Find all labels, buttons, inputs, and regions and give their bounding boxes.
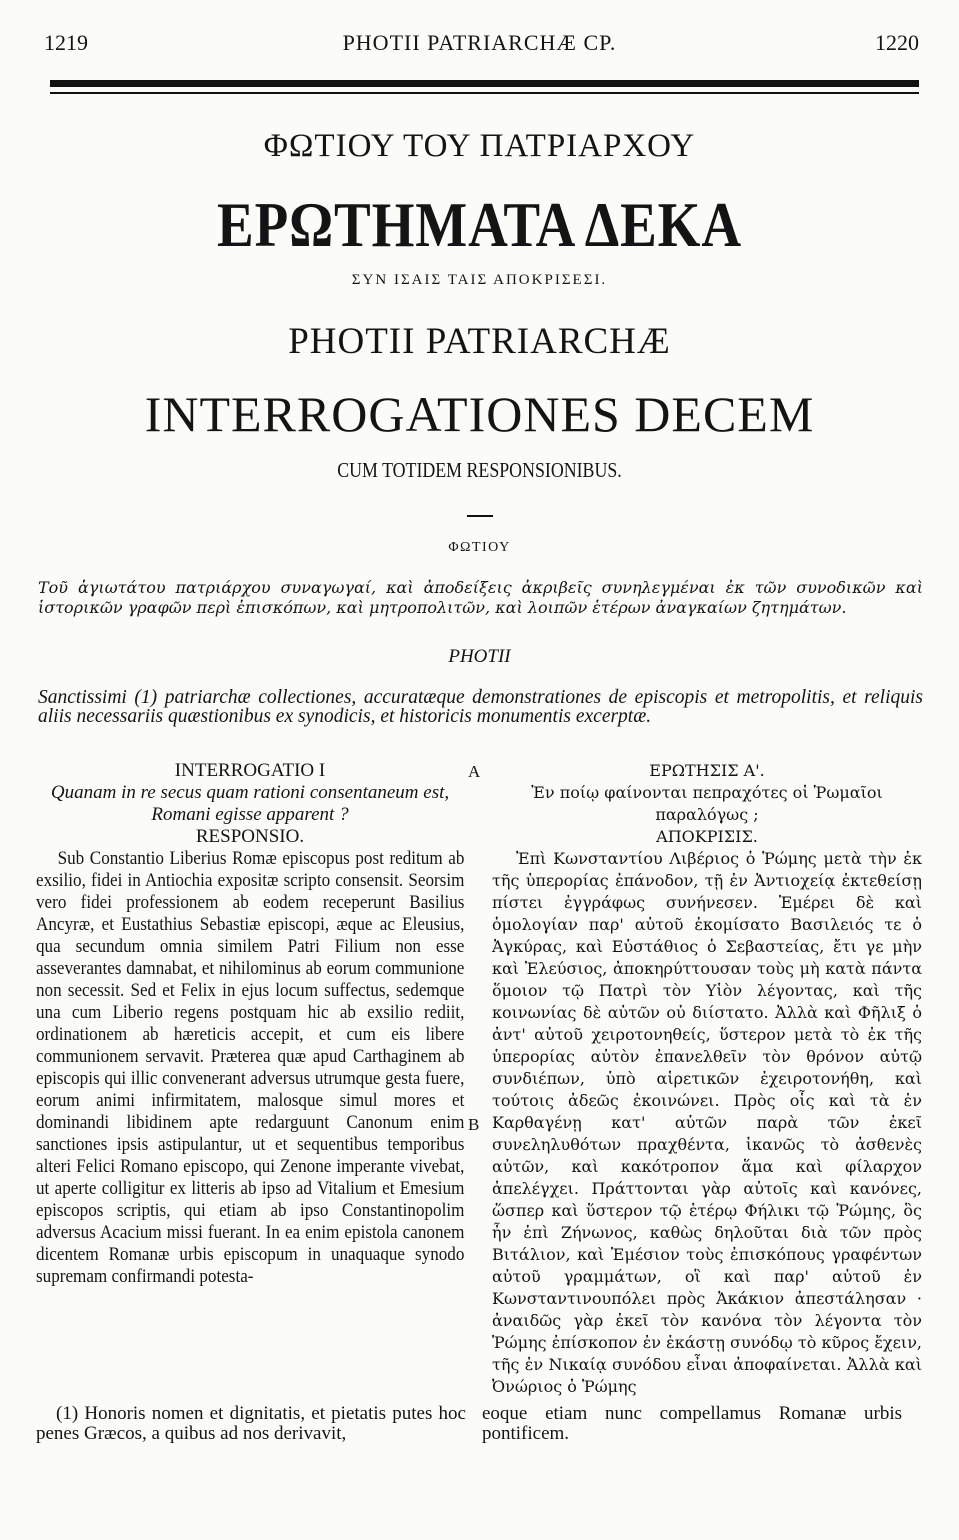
latin-response-label: RESPONSIO.	[195, 826, 305, 847]
latin-author-heading: PHOTII PATRIARCHÆ	[288, 321, 671, 362]
greek-subtitle: ΣΥΝ ΙΣΑΙΣ ΤΑΙΣ ΑΠΟΚΡΙΣΕΣΙ.	[351, 272, 608, 288]
greek-question: Ἐν ποίῳ φαίνονται πεπραχότες οἱ Ῥωμαῖοι παραλόγως ;	[531, 783, 883, 824]
footnote-right: eoque etiam nunc compellamus Romanæ urbis pontificem.	[482, 1403, 902, 1444]
greek-response-label: ΑΠΟΚΡΙΣΙΣ.	[656, 827, 758, 846]
greek-intro-text: Τοῦ ἁγιωτάτου πατριάρχου συναγωγαί, καὶ ἀποδείξεις ἀκριβεῖς συνηλεγμέναι ἐκ τῶν συνοδικῶν καὶ ἱστορικῶν γραφῶν περὶ ἐπισκόπων, καὶ μητροπολιτῶν, καὶ λοιπῶν ἑτέρων ἀναγκαίων ζητημάτων.	[38, 578, 923, 617]
greek-column	[492, 760, 922, 1398]
running-title: PHOTII PATRIARCHÆ CP.	[342, 30, 617, 55]
latin-body-text: Sub Constantio Liberius Romæ episcopus post reditum ab exsilio, fidei in Antiochia expositæ scripto consensit. Seorsim vero fidei professionem ab eodem receperunt Basilius Ancyræ, et Eustathius Sebastiæ episcopi, æque ac Eleusius, qua secundum omnia similem Patri Filium non esse asseverantes damnabat, et nihilominus ab eorum communione non secessit. Sed et Felix in ejus locum suffectus, sedemque una cum Liberio regens postquam hic ab exsilio rediit, ordinationem ab hæreticis accepit, et cum eis libere communionem servavit. Præterea quæ apud Carthaginem ab episcopis qui illic convenerant adversus utrumque gesta fuere, eorum animi infirmitatem, malosque simul mores et dominandi libidinem apte redarguunt Canonum enim sanctiones ipsis astipulantur, ut et sequentibus temporibus alteri Felici Romano episcopo, qui Zenone imperante vivebat, ut aperte colligitur ex litteris ab ipso ad Vitalium et Emesium episcopos scriptis, qui etiam ab ipso Constantinopolim adversus Acacium missi fuerant. In ea enim epistola canonem dicentem Romanæ urbis episcopum in unaquaque synodo supremam confirmandi potesta-	[36, 848, 465, 1287]
greek-intro-label: ΦΩΤΙΟΥ	[448, 540, 511, 555]
page-number-left: 1219	[44, 30, 88, 55]
latin-intro-text: Sanctissimi (1) patriarchæ collectiones, accuratæque demonstrationes de episcopis et metropolitis, et reliquis aliis necessariis quæstionibus ex synodicis, et historicis monumentis excerptæ.	[38, 687, 923, 727]
greek-title-heading: ΕΡΩΤΗΜΑΤΑ ΔΕΚΑ	[217, 189, 742, 260]
latin-question-heading: INTERROGATIO I	[174, 760, 326, 781]
latin-subtitle: CUM TOTIDEM RESPONSIONIBUS.	[337, 458, 622, 482]
margin-marker-a: A	[468, 762, 481, 781]
latin-title-heading: INTERROGATIONES DECEM	[144, 386, 815, 442]
header-rule-thick	[50, 80, 919, 87]
greek-question-heading: ΕΡΩΤΗΣΙΣ Α'.	[649, 761, 765, 780]
section-divider	[467, 515, 493, 517]
latin-column	[36, 760, 464, 1288]
latin-intro-label: PHOTII	[448, 646, 511, 667]
header-rule-thin	[50, 92, 919, 94]
margin-marker-b: B	[468, 1115, 480, 1134]
greek-body-text: Ἐπὶ Κωνσταντίου Λιβέριος ὁ Ῥώμης μετὰ τὴν ἐκ τῆς ὑπερορίας ἐπάνοδον, τῇ ἐν Ἀντιοχείᾳ ἐκτεθείσῃ πίστει ἐγγράφως συνήνεσεν. Ἐμέρει δὲ καὶ ὁμολογίαν παρ' αὐτοῦ ἐκομίσατο Βασιλειός τε ὁ Ἀγκύρας, καὶ Εὐστάθιος ὁ Σεβαστείας, ἔτι γε μὴν καὶ Ἐλεύσιος, ἀποκηρύττουσαν τοὺς μὴ κατὰ πάντα ὅμοιον τῷ Πατρὶ τὸν Υἱὸν λέγοντας, καὶ τῆς κοινωνίας δὲ αὐτῶν οὐ διίστατο. Ἀλλὰ καὶ Φῆλιξ ὁ ἀντ' αὐτοῦ χειροτονηθείς, ὕστερον μετὰ τὸ ἐκ τῆς ὑπερορίας αὐτὸν ἐπανελθεῖν τὸν θρόνον αὐτῷ συνδιέπων, ὑπὸ αἱρετικῶν ἐχειροτονήθη, καὶ τούτοις ἀδεῶς ἐκοινώνει. Πρὸς οἷς καὶ τὰ ἐν Καρθαγένῃ κατ' αὐτῶν παρὰ τῶν ἐκεῖ συνεληλυθότων πραχθέντα, ἱκανῶς τὸ ἀσθενὲς αὐτῶν, καὶ κακότροπον ἅμα καὶ φίλαρχον ἀπελέγχει. Πράττονται γὰρ αὐτοῖς καὶ κανόνες, ὥσπερ καὶ ὕστερον τῷ ἑτέρῳ Φήλικι τῷ Ῥώμης, ὃς ἦν ἐπὶ Ζήνωνος, καθὼς δηλοῦται διὰ τῶν πρὸς Βιτάλιον, καὶ Ἐμέσιον τοὺς ἐπισκόπους γραφέντων αὐτοῦ γραμμάτων, οἳ καὶ παρ' αὐτοῦ ἐν Κωνσταντινουπόλει πρὸς Ἀκάκιον ἀπεστάλησαν · ἀναιδῶς γὰρ ἐκεῖ τὸν κανόνα τὸν λέγοντα τὸν Ῥώμης ἐπίσκοπον ἐν ἑκάστῃ συνόδῳ τὸ κῦρος ἔχειν, τῆς ἐν Νικαίᾳ συνόδου εἶναι ἀποφαίνεται. Ἀλλὰ καὶ Ὀνώριος ὁ Ῥώμης	[492, 849, 922, 1396]
page-number-right: 1220	[875, 30, 919, 55]
latin-question: Quanam in re secus quam rationi consentaneum est, Romani egisse apparent ?	[50, 782, 450, 825]
footnote-left: (1) Honoris nomen et dignitatis, et pietatis putes hoc penes Græcos, a quibus ad nos derivavit,	[36, 1403, 466, 1444]
greek-author-heading: ΦΩΤΙΟΥ ΤΟΥ ΠΑΤΡΙΑΡΧΟΥ	[263, 128, 696, 164]
